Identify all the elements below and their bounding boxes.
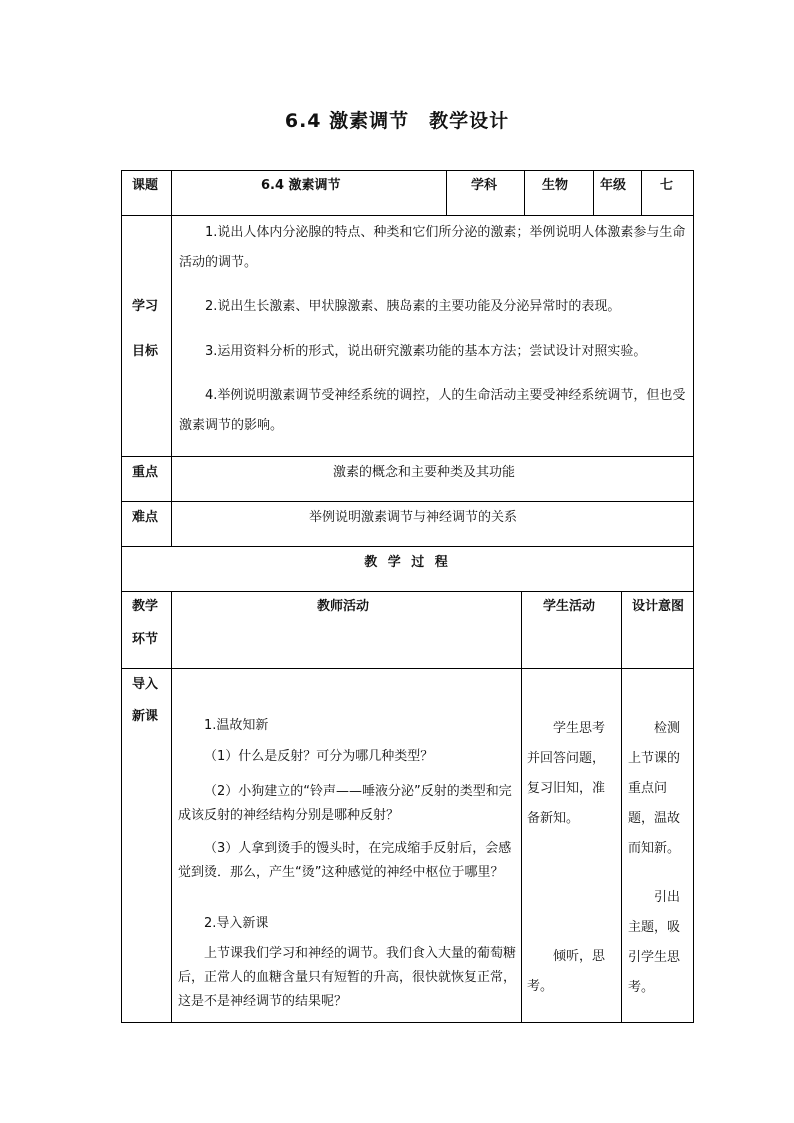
col-divider bbox=[524, 170, 525, 215]
table-border-left bbox=[121, 170, 122, 1023]
intro-stage-label: 新课 bbox=[132, 709, 159, 724]
row-divider bbox=[121, 215, 694, 216]
objectives-label: 学习 bbox=[132, 299, 159, 314]
col-divider bbox=[171, 170, 172, 546]
student-activity-listen: 倾听，思考。 bbox=[527, 949, 606, 994]
table-border-bottom bbox=[121, 1022, 694, 1023]
col-divider bbox=[621, 591, 622, 1023]
grade-value: 七 bbox=[660, 178, 674, 193]
intro-stage-label: 导入 bbox=[132, 677, 159, 692]
course-label: 课题 bbox=[132, 178, 159, 193]
teacher-activity-header: 教师活动 bbox=[317, 599, 370, 614]
objectives-label: 目标 bbox=[132, 344, 159, 359]
row-divider bbox=[121, 591, 694, 592]
teacher-review-heading: 1.温故知新 bbox=[204, 718, 269, 733]
stage-header: 环节 bbox=[132, 632, 159, 647]
key-point-label: 重点 bbox=[132, 465, 159, 480]
table-border-right bbox=[693, 170, 694, 1023]
objective-item: 4.举例说明激素调节受神经系统的调控，人的生命活动主要受神经系统调节，但也受激素调节的影响。 bbox=[179, 388, 686, 433]
col-divider bbox=[521, 591, 522, 1023]
lesson-plan-table bbox=[121, 170, 694, 1023]
col-divider bbox=[641, 170, 642, 215]
teacher-intro-heading: 2.导入新课 bbox=[204, 916, 269, 931]
col-divider bbox=[446, 170, 447, 215]
grade-label: 年级 bbox=[600, 178, 627, 193]
stage-header: 教学 bbox=[132, 599, 159, 614]
row-divider bbox=[121, 546, 694, 547]
row-divider bbox=[121, 456, 694, 457]
document-title: 6.4 激素调节 教学设计 bbox=[284, 110, 510, 132]
teacher-intro-text: 上节课我们学习和神经的调节。我们食入大量的葡萄糖后，正常人的血糖含量只有短暂的升高，很快就恢复正常，这是不是神经调节的结果呢？ bbox=[178, 946, 517, 1009]
difficulty-label: 难点 bbox=[132, 510, 159, 525]
row-divider bbox=[121, 501, 694, 502]
objective-item: 3.运用资料分析的形式，说出研究激素功能的基本方法；尝试设计对照实验。 bbox=[205, 344, 647, 359]
difficulty-value: 举例说明激素调节与神经调节的关系 bbox=[309, 510, 518, 525]
col-divider bbox=[593, 170, 594, 215]
table-border-top bbox=[121, 170, 694, 171]
objective-item: 1.说出人体内分泌腺的特点、种类和它们所分泌的激素；举例说明人体激素参与生命活动的调节。 bbox=[179, 225, 686, 270]
course-value: 6.4 激素调节 bbox=[261, 178, 341, 193]
design-intent-lead: 引出主题，吸引学生思考。 bbox=[628, 890, 681, 995]
design-intent-header: 设计意图 bbox=[632, 599, 685, 614]
objective-item: 2.说出生长激素、甲状腺激素、胰岛素的主要功能及分泌异常时的表现。 bbox=[205, 299, 621, 314]
teacher-question: （1）什么是反射？可分为哪几种类型？ bbox=[204, 749, 434, 764]
teacher-question: （2）小狗建立的“铃声——唾液分泌”反射的类型和完成该反射的神经结构分别是哪种反射？ bbox=[178, 784, 512, 823]
design-intent-review: 检测上节课的重点问题，温故而知新。 bbox=[628, 721, 681, 856]
student-activity-review: 学生思考并回答问题，复习旧知，准备新知。 bbox=[527, 721, 606, 826]
student-activity-header: 学生活动 bbox=[543, 599, 596, 614]
process-title: 教 学 过 程 bbox=[364, 555, 451, 570]
col-divider bbox=[171, 591, 172, 1023]
subject-value: 生物 bbox=[542, 178, 569, 193]
subject-label: 学科 bbox=[471, 178, 498, 193]
teacher-question: （3）人拿到烫手的馒头时，在完成缩手反射后，会感觉到烫．那么，产生“烫”这种感觉的神经中枢位于哪里？ bbox=[178, 841, 512, 880]
key-point-value: 激素的概念和主要种类及其功能 bbox=[333, 465, 516, 480]
row-divider bbox=[121, 668, 694, 669]
